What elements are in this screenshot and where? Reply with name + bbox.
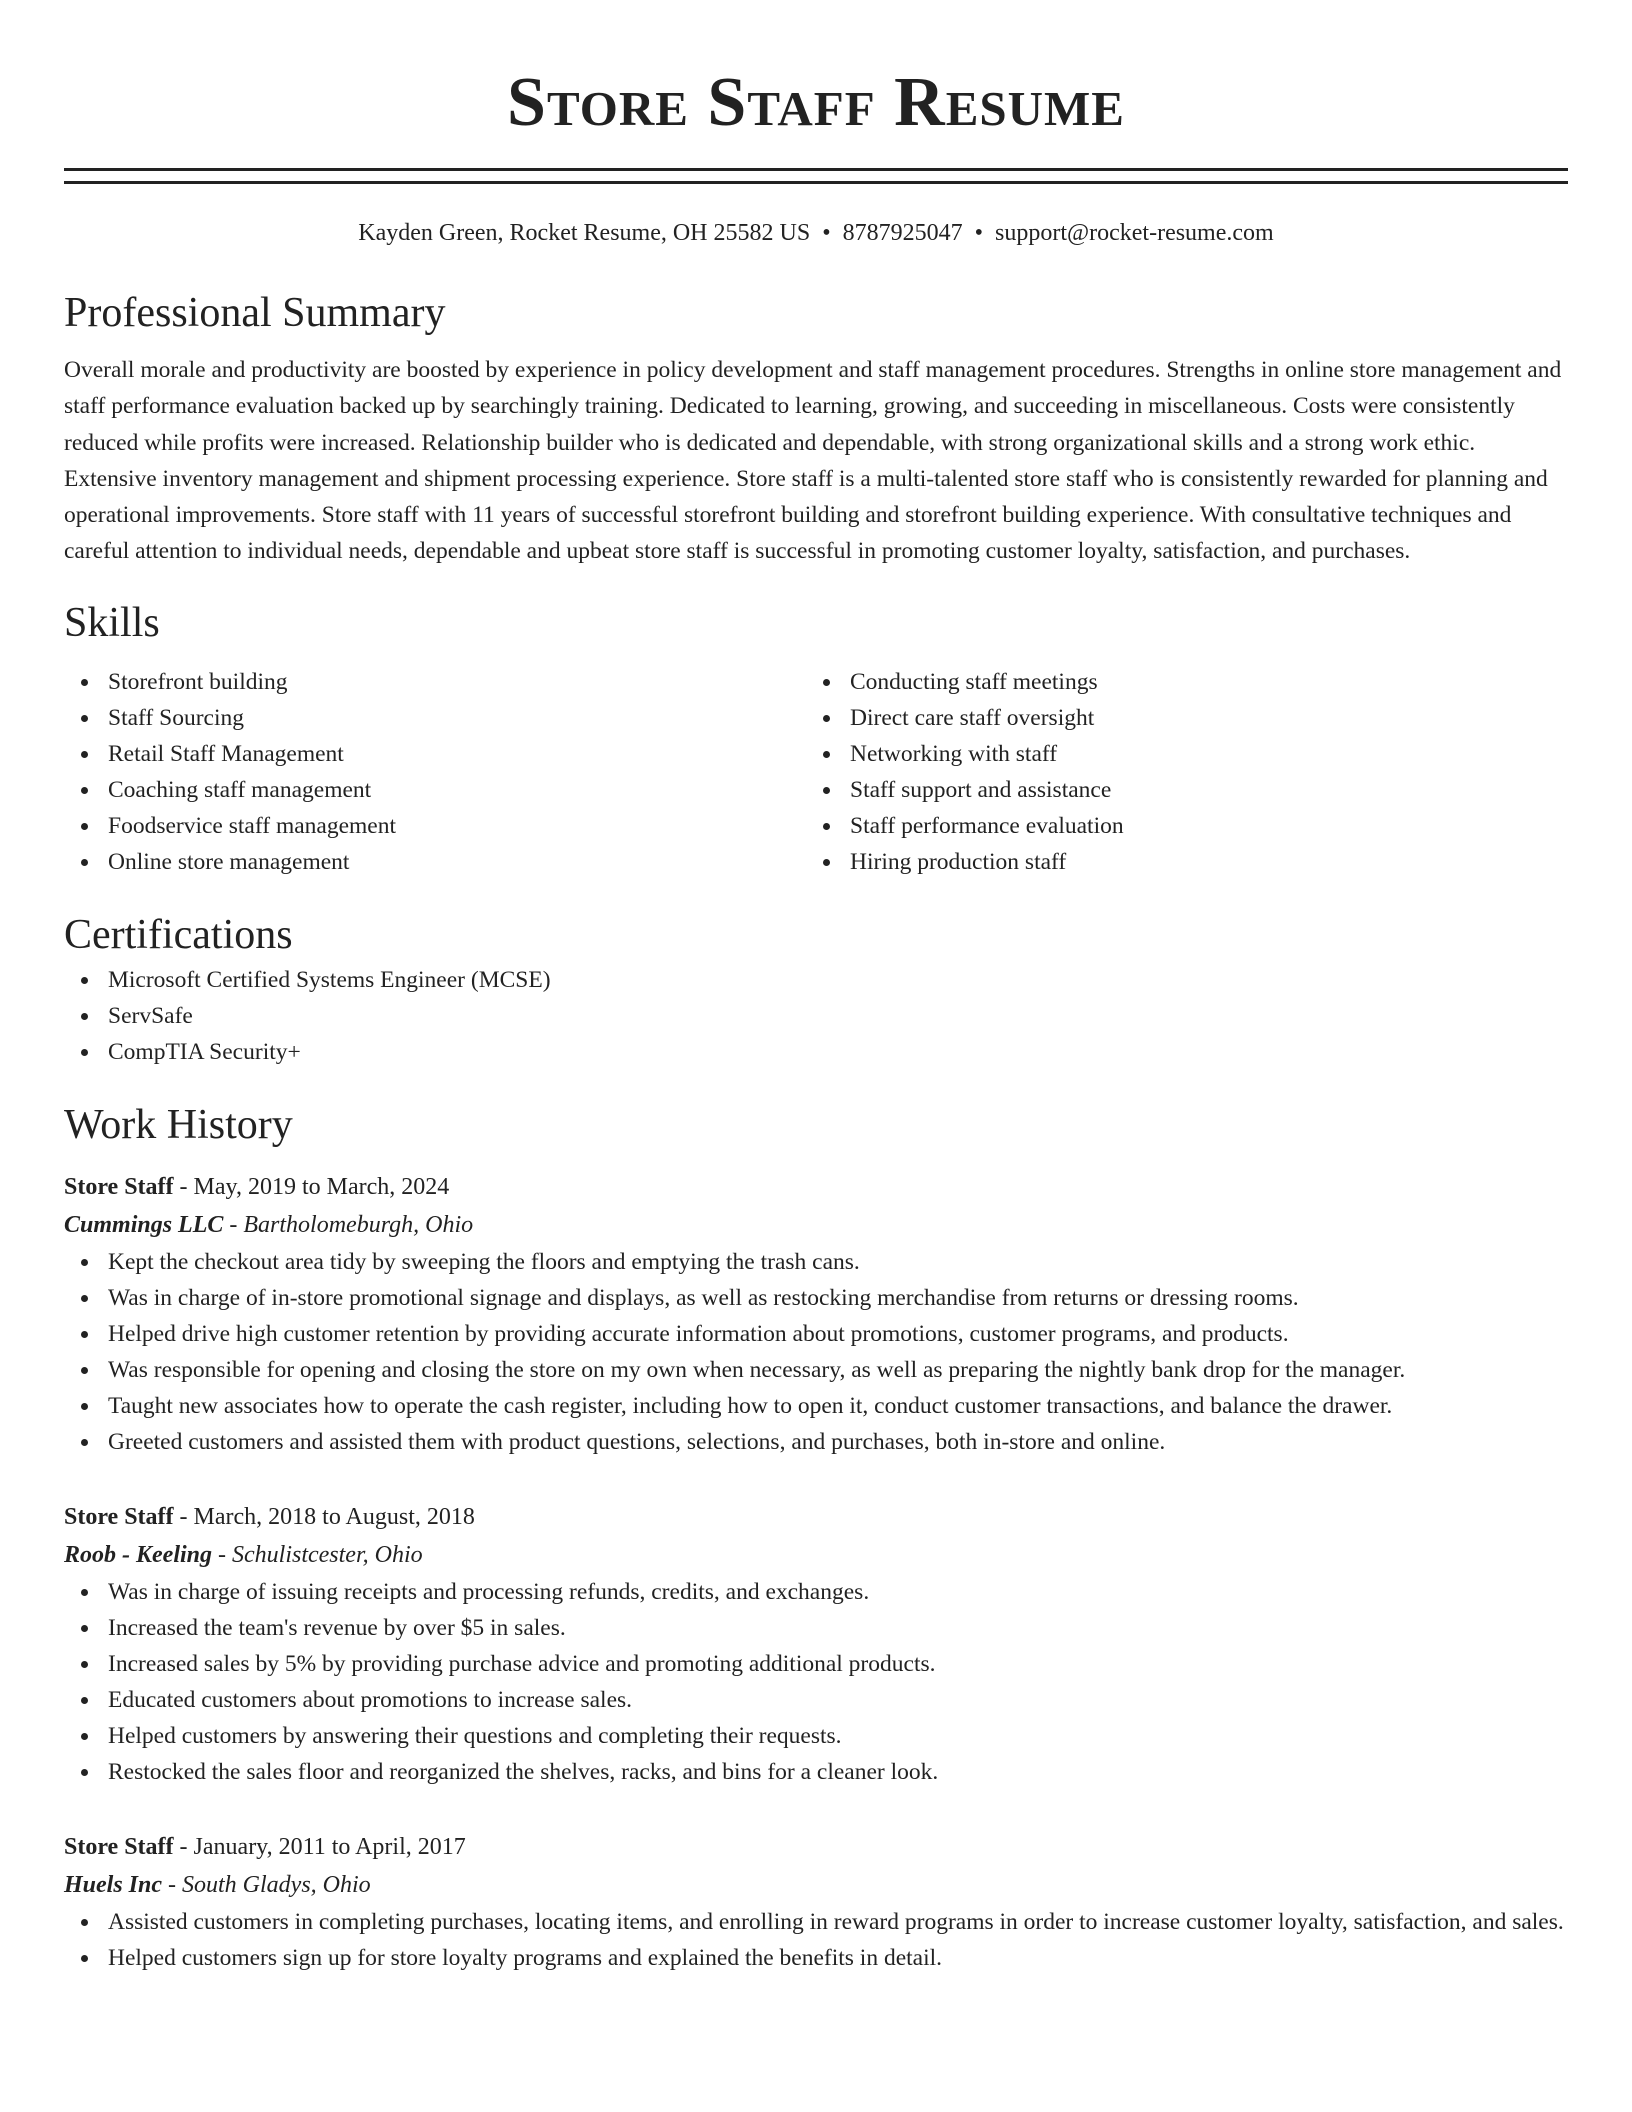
job-duty-item: Kept the checkout area tidy by sweeping the floors and emptying the trash cans. <box>64 1244 1568 1280</box>
skill-item: Coaching staff management <box>64 772 806 808</box>
certifications-list <box>64 962 1568 1070</box>
job-duties <box>64 1244 1568 1460</box>
resume-content <box>64 0 1568 1976</box>
skills-left-column <box>64 664 806 880</box>
skills-section <box>64 596 1568 880</box>
job-duty-item: Greeted customers and assisted them with product questions, selections, and purchases, both in-store and online. <box>64 1424 1568 1460</box>
job-duty-item: Was in charge of issuing receipts and processing refunds, credits, and exchanges. <box>64 1574 1568 1610</box>
skill-item: Networking with staff <box>806 736 1548 772</box>
contact-separator: • <box>822 220 831 246</box>
company-name: Cummings LLC <box>64 1211 224 1238</box>
skill-item: Storefront building <box>64 664 806 700</box>
work-history-heading: Work History <box>64 1101 293 1148</box>
skill-item: Online store management <box>64 844 806 880</box>
skills-heading: Skills <box>64 599 160 646</box>
job-duty-item: Restocked the sales floor and reorganized the shelves, racks, and bins for a cleaner look. <box>64 1754 1568 1790</box>
contact-address: Kayden Green, Rocket Resume, OH 25582 US <box>358 220 811 246</box>
job-duty-item: Helped customers by answering their questions and completing their requests. <box>64 1718 1568 1754</box>
job-duty-item: Assisted customers in completing purchases, locating items, and enrolling in reward programs in order to increase customer loyalty, satisfaction, and sales. <box>64 1904 1568 1940</box>
resume-title: Store Staff Resume <box>507 64 1125 141</box>
skill-item: Foodservice staff management <box>64 808 806 844</box>
contact-email: support@rocket-resume.com <box>995 220 1274 246</box>
skill-item: Direct care staff oversight <box>806 700 1548 736</box>
job-header: Store Staff - March, 2018 to August, 2018 <box>64 1503 475 1530</box>
job-dates: May, 2019 to March, 2024 <box>193 1173 450 1200</box>
skills-columns <box>64 664 1568 880</box>
company-location: Bartholomeburgh, Ohio <box>243 1211 474 1238</box>
summary-section <box>64 286 1568 570</box>
certifications-heading: Certifications <box>64 911 293 958</box>
company-location: Schulistcester, Ohio <box>232 1541 423 1568</box>
job-employer: Huels Inc - South Gladys, Ohio <box>64 1871 371 1898</box>
company-location: South Gladys, Ohio <box>182 1871 371 1898</box>
job-title: Store Staff <box>64 1833 174 1860</box>
job-duty-item: Educated customers about promotions to increase sales. <box>64 1682 1568 1718</box>
job-employer: Roob - Keeling - Schulistcester, Ohio <box>64 1541 423 1568</box>
skill-item: Conducting staff meetings <box>806 664 1548 700</box>
job-duty-item: Helped customers sign up for store loyalty programs and explained the benefits in detail. <box>64 1940 1568 1976</box>
job-duty-item: Increased sales by 5% by providing purchase advice and promoting additional products. <box>64 1646 1568 1682</box>
contact-line <box>64 216 1568 250</box>
certifications-section <box>64 908 1568 1070</box>
certification-item: Microsoft Certified Systems Engineer (MCSE) <box>64 962 1568 998</box>
contact-phone: 8787925047 <box>842 220 963 246</box>
title-double-rule <box>64 168 1568 184</box>
summary-heading: Professional Summary <box>64 290 446 336</box>
work-history-section <box>64 1098 1568 1976</box>
job-duties <box>64 1904 1568 1976</box>
skills-right-column <box>806 664 1548 880</box>
job-entry <box>64 1828 1568 1976</box>
skill-item: Staff performance evaluation <box>806 808 1548 844</box>
company-name: Huels Inc <box>64 1871 163 1898</box>
job-duty-item: Helped drive high customer retention by providing accurate information about promotions, customer programs, and products. <box>64 1316 1568 1352</box>
job-title: Store Staff <box>64 1173 174 1200</box>
job-duty-item: Was responsible for opening and closing the store on my own when necessary, as well as preparing the nightly bank drop for the manager. <box>64 1352 1568 1388</box>
job-duty-item: Increased the team's revenue by over $5 in sales. <box>64 1610 1568 1646</box>
job-header: Store Staff - January, 2011 to April, 2017 <box>64 1833 466 1860</box>
job-entry <box>64 1498 1568 1790</box>
job-duty-item: Taught new associates how to operate the cash register, including how to open it, conduct customer transactions, and balance the drawer. <box>64 1388 1568 1424</box>
job-duties <box>64 1574 1568 1790</box>
skill-item: Staff support and assistance <box>806 772 1548 808</box>
certification-item: CompTIA Security+ <box>64 1034 1568 1070</box>
contact-separator: • <box>974 220 984 246</box>
job-dates: March, 2018 to August, 2018 <box>193 1503 475 1530</box>
job-title: Store Staff <box>64 1503 174 1530</box>
skill-item: Hiring production staff <box>806 844 1548 880</box>
job-dates: January, 2011 to April, 2017 <box>193 1833 466 1860</box>
skill-item: Retail Staff Management <box>64 736 806 772</box>
job-entry <box>64 1168 1568 1460</box>
skill-item: Staff Sourcing <box>64 700 806 736</box>
job-duty-item: Was in charge of in-store promotional signage and displays, as well as restocking merchandise from returns or dressing rooms. <box>64 1280 1568 1316</box>
certification-item: ServSafe <box>64 998 1568 1034</box>
job-header: Store Staff - May, 2019 to March, 2024 <box>64 1173 450 1200</box>
company-name: Roob - Keeling <box>64 1541 212 1568</box>
job-employer: Cummings LLC - Bartholomeburgh, Ohio <box>64 1211 474 1238</box>
summary-text: Overall morale and productivity are boosted by experience in policy development and staff management procedures. Strengths in online store management and staff performance evaluation backed up by searchingly training. Dedicated to learning, growing, and succeeding in miscellaneous. Costs were consistently reduced while profits were increased. Relationship builder who is dedicated and dependable, with strong organizational skills and a strong work ethic. Extensive inventory management and shipment processing experience. Store staff is a multi-talented store staff who is consistently rewarded for planning and operational improvements. Store staff with 11 years of successful storefront building and storefront building experience. With consultative techniques and careful attention to individual needs, dependable and upbeat store staff is successful in promoting customer loyalty, satisfaction, and purchases. <box>64 357 1562 565</box>
